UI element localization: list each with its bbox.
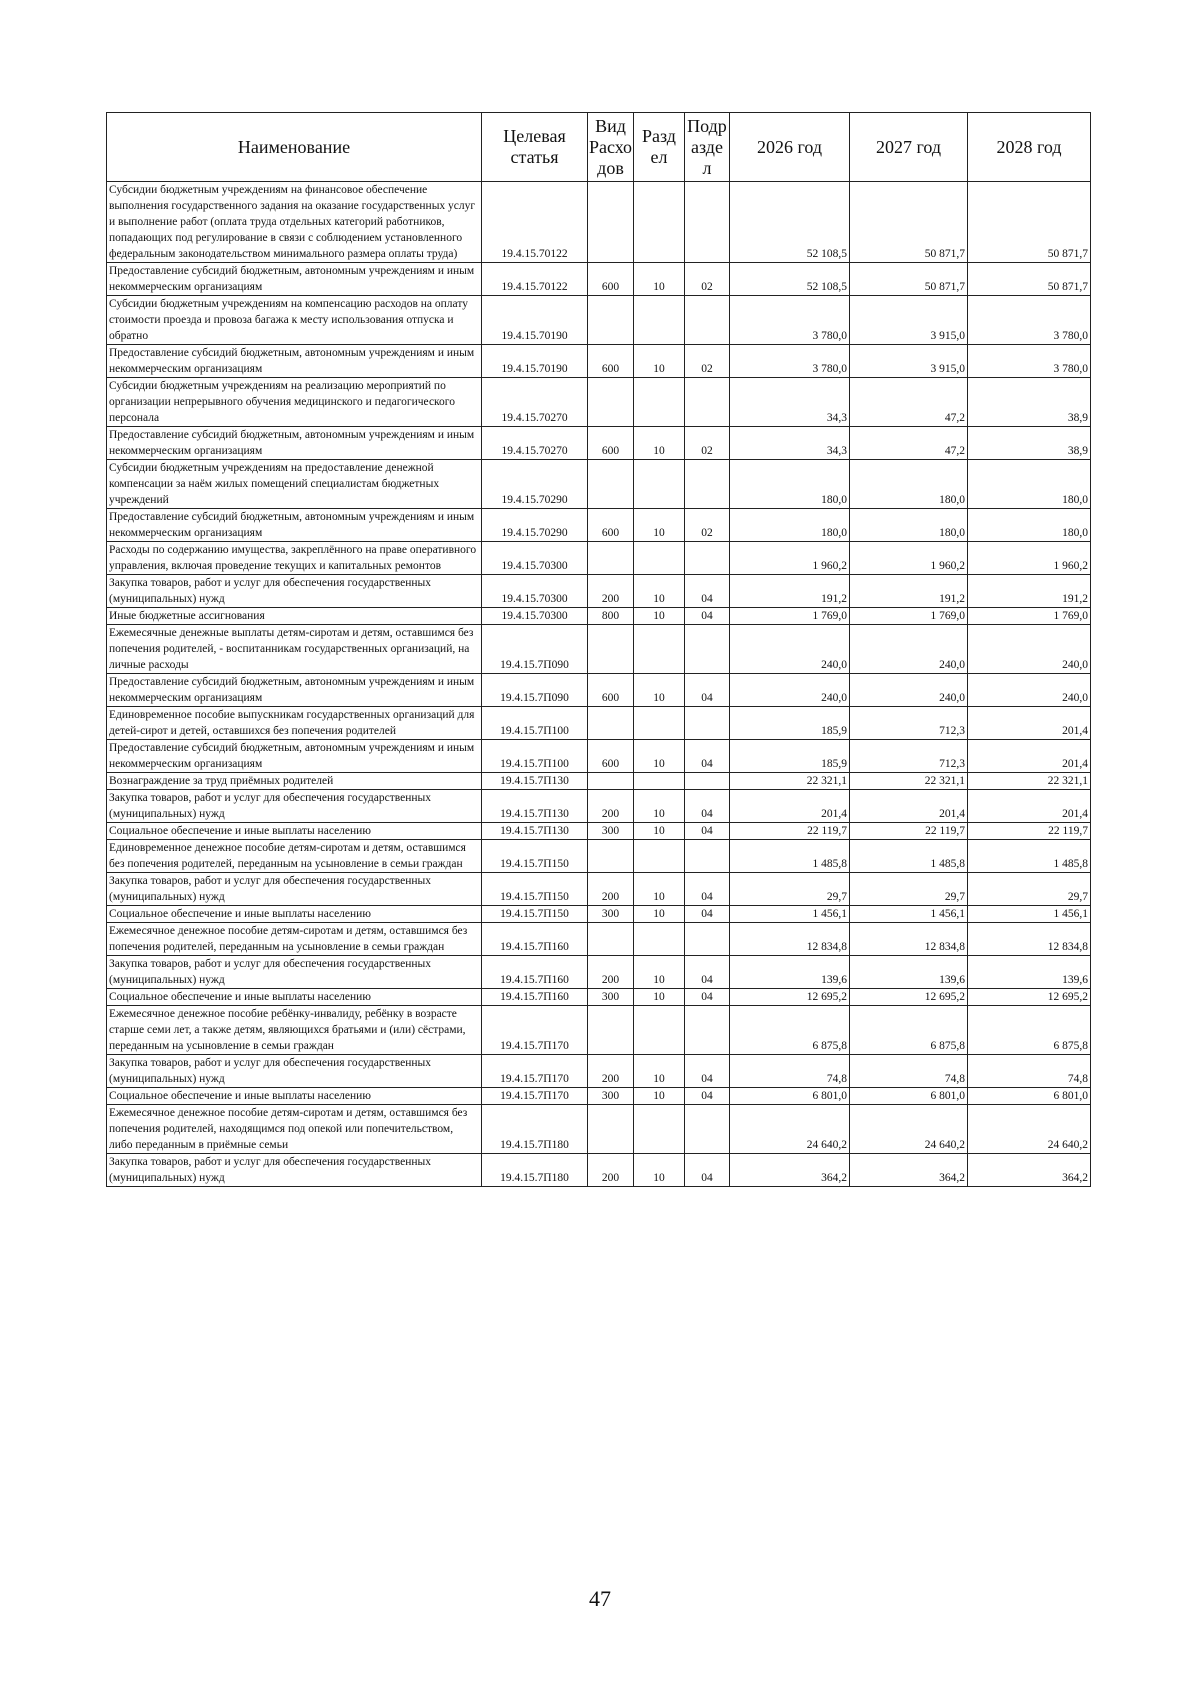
cell-2026: 180,0 bbox=[730, 509, 850, 542]
cell-2028: 1 485,8 bbox=[968, 840, 1091, 873]
cell-target: 19.4.15.7П090 bbox=[482, 625, 588, 674]
cell-subsection bbox=[685, 296, 730, 345]
cell-target: 19.4.15.7П170 bbox=[482, 1006, 588, 1055]
cell-name: Закупка товаров, работ и услуг для обеспечения государственных (муниципальных) нужд bbox=[107, 1055, 482, 1088]
table-row bbox=[107, 625, 1091, 674]
cell-target: 19.4.15.7П090 bbox=[482, 674, 588, 707]
cell-target: 19.4.15.70290 bbox=[482, 460, 588, 509]
table-row bbox=[107, 923, 1091, 956]
cell-2027: 6 801,0 bbox=[850, 1088, 968, 1105]
cell-type: 200 bbox=[588, 873, 634, 906]
cell-subsection: 04 bbox=[685, 1088, 730, 1105]
cell-target: 19.4.15.7П130 bbox=[482, 790, 588, 823]
table-row bbox=[107, 427, 1091, 460]
table-row bbox=[107, 906, 1091, 923]
cell-subsection: 04 bbox=[685, 989, 730, 1006]
cell-section: 10 bbox=[634, 1154, 685, 1187]
page-number: 47 bbox=[589, 1586, 611, 1611]
cell-type: 600 bbox=[588, 345, 634, 378]
table-row bbox=[107, 542, 1091, 575]
cell-subsection bbox=[685, 1105, 730, 1154]
cell-section: 10 bbox=[634, 790, 685, 823]
table-row bbox=[107, 773, 1091, 790]
cell-name: Закупка товаров, работ и услуг для обеспечения государственных (муниципальных) нужд bbox=[107, 575, 482, 608]
table-row bbox=[107, 378, 1091, 427]
budget-table bbox=[106, 112, 1091, 1187]
table-row bbox=[107, 674, 1091, 707]
cell-subsection bbox=[685, 707, 730, 740]
header-name: Наименование bbox=[107, 113, 482, 182]
cell-subsection: 04 bbox=[685, 1154, 730, 1187]
cell-subsection bbox=[685, 542, 730, 575]
header-target: Целевая статья bbox=[482, 113, 588, 182]
cell-subsection: 04 bbox=[685, 608, 730, 625]
cell-section bbox=[634, 182, 685, 263]
cell-type bbox=[588, 625, 634, 674]
cell-2027: 29,7 bbox=[850, 873, 968, 906]
cell-target: 19.4.15.7П160 bbox=[482, 923, 588, 956]
cell-subsection bbox=[685, 1006, 730, 1055]
cell-name: Закупка товаров, работ и услуг для обеспечения государственных (муниципальных) нужд bbox=[107, 790, 482, 823]
cell-2028: 240,0 bbox=[968, 674, 1091, 707]
cell-2026: 22 119,7 bbox=[730, 823, 850, 840]
cell-2027: 3 915,0 bbox=[850, 296, 968, 345]
cell-2028: 22 119,7 bbox=[968, 823, 1091, 840]
cell-name: Единовременное пособие выпускникам государственных организаций для детей-сирот и детей, оставшихся без попечения родителей bbox=[107, 707, 482, 740]
cell-2027: 1 485,8 bbox=[850, 840, 968, 873]
cell-type bbox=[588, 542, 634, 575]
cell-target: 19.4.15.7П180 bbox=[482, 1105, 588, 1154]
cell-target: 19.4.15.70300 bbox=[482, 575, 588, 608]
cell-section bbox=[634, 296, 685, 345]
budget-table-container bbox=[106, 112, 1090, 1187]
cell-2028: 139,6 bbox=[968, 956, 1091, 989]
cell-2026: 12 695,2 bbox=[730, 989, 850, 1006]
cell-2027: 364,2 bbox=[850, 1154, 968, 1187]
cell-2026: 34,3 bbox=[730, 378, 850, 427]
cell-2028: 38,9 bbox=[968, 427, 1091, 460]
cell-type: 600 bbox=[588, 740, 634, 773]
cell-type: 800 bbox=[588, 608, 634, 625]
cell-type: 200 bbox=[588, 1055, 634, 1088]
cell-type: 600 bbox=[588, 674, 634, 707]
cell-name: Закупка товаров, работ и услуг для обеспечения государственных (муниципальных) нужд bbox=[107, 873, 482, 906]
cell-2026: 74,8 bbox=[730, 1055, 850, 1088]
cell-2028: 1 456,1 bbox=[968, 906, 1091, 923]
cell-name: Предоставление субсидий бюджетным, автономным учреждениям и иным некоммерческим организациям bbox=[107, 740, 482, 773]
cell-name: Предоставление субсидий бюджетным, автономным учреждениям и иным некоммерческим организациям bbox=[107, 345, 482, 378]
cell-type: 200 bbox=[588, 790, 634, 823]
table-row bbox=[107, 1105, 1091, 1154]
cell-name: Социальное обеспечение и иные выплаты населению bbox=[107, 906, 482, 923]
cell-2026: 185,9 bbox=[730, 740, 850, 773]
cell-target: 19.4.15.7П130 bbox=[482, 823, 588, 840]
table-row bbox=[107, 509, 1091, 542]
cell-2027: 240,0 bbox=[850, 674, 968, 707]
cell-target: 19.4.15.7П150 bbox=[482, 873, 588, 906]
cell-section: 10 bbox=[634, 873, 685, 906]
cell-2026: 22 321,1 bbox=[730, 773, 850, 790]
cell-name: Закупка товаров, работ и услуг для обеспечения государственных (муниципальных) нужд bbox=[107, 956, 482, 989]
cell-2026: 364,2 bbox=[730, 1154, 850, 1187]
table-row bbox=[107, 1088, 1091, 1105]
cell-2027: 12 695,2 bbox=[850, 989, 968, 1006]
cell-subsection: 04 bbox=[685, 1055, 730, 1088]
cell-2027: 3 915,0 bbox=[850, 345, 968, 378]
cell-subsection: 04 bbox=[685, 790, 730, 823]
table-row bbox=[107, 1154, 1091, 1187]
cell-type bbox=[588, 840, 634, 873]
cell-2028: 240,0 bbox=[968, 625, 1091, 674]
cell-type bbox=[588, 923, 634, 956]
cell-2028: 38,9 bbox=[968, 378, 1091, 427]
cell-target: 19.4.15.70190 bbox=[482, 296, 588, 345]
cell-2028: 364,2 bbox=[968, 1154, 1091, 1187]
cell-target: 19.4.15.70190 bbox=[482, 345, 588, 378]
table-row bbox=[107, 989, 1091, 1006]
cell-section bbox=[634, 625, 685, 674]
cell-target: 19.4.15.7П170 bbox=[482, 1055, 588, 1088]
cell-2028: 50 871,7 bbox=[968, 263, 1091, 296]
cell-2026: 240,0 bbox=[730, 674, 850, 707]
cell-2028: 29,7 bbox=[968, 873, 1091, 906]
cell-section bbox=[634, 378, 685, 427]
cell-section: 10 bbox=[634, 1055, 685, 1088]
cell-2028: 12 834,8 bbox=[968, 923, 1091, 956]
cell-2028: 1 960,2 bbox=[968, 542, 1091, 575]
cell-2027: 201,4 bbox=[850, 790, 968, 823]
cell-2026: 1 456,1 bbox=[730, 906, 850, 923]
cell-2028: 22 321,1 bbox=[968, 773, 1091, 790]
cell-type: 200 bbox=[588, 575, 634, 608]
cell-2026: 201,4 bbox=[730, 790, 850, 823]
header-type: Вид Расхо дов bbox=[588, 113, 634, 182]
cell-type: 600 bbox=[588, 509, 634, 542]
cell-name: Вознаграждение за труд приёмных родителей bbox=[107, 773, 482, 790]
table-body bbox=[107, 182, 1091, 1187]
table-row bbox=[107, 840, 1091, 873]
cell-name: Субсидии бюджетным учреждениям на компенсацию расходов на оплату стоимости проезда и провоза багажа к месту использования отпуска и обратно bbox=[107, 296, 482, 345]
table-row bbox=[107, 707, 1091, 740]
cell-target: 19.4.15.70122 bbox=[482, 182, 588, 263]
cell-2028: 201,4 bbox=[968, 740, 1091, 773]
cell-subsection: 04 bbox=[685, 823, 730, 840]
table-row bbox=[107, 575, 1091, 608]
cell-name: Единовременное денежное пособие детям-сиротам и детям, оставшимся без попечения родителей, переданным на усыновление в семьи граждан bbox=[107, 840, 482, 873]
cell-2027: 1 960,2 bbox=[850, 542, 968, 575]
header-2027: 2027 год bbox=[850, 113, 968, 182]
header-2028: 2028 год bbox=[968, 113, 1091, 182]
cell-2027: 50 871,7 bbox=[850, 263, 968, 296]
cell-2028: 24 640,2 bbox=[968, 1105, 1091, 1154]
cell-section bbox=[634, 1006, 685, 1055]
cell-type bbox=[588, 1105, 634, 1154]
cell-type: 300 bbox=[588, 906, 634, 923]
cell-type: 600 bbox=[588, 427, 634, 460]
cell-2028: 12 695,2 bbox=[968, 989, 1091, 1006]
cell-2026: 1 960,2 bbox=[730, 542, 850, 575]
cell-name: Социальное обеспечение и иные выплаты населению bbox=[107, 989, 482, 1006]
cell-2026: 3 780,0 bbox=[730, 345, 850, 378]
cell-name: Предоставление субсидий бюджетным, автономным учреждениям и иным некоммерческим организациям bbox=[107, 427, 482, 460]
cell-section bbox=[634, 542, 685, 575]
cell-type: 300 bbox=[588, 823, 634, 840]
cell-type bbox=[588, 773, 634, 790]
cell-section: 10 bbox=[634, 509, 685, 542]
cell-name: Предоставление субсидий бюджетным, автономным учреждениям и иным некоммерческим организациям bbox=[107, 263, 482, 296]
cell-2027: 6 875,8 bbox=[850, 1006, 968, 1055]
cell-type: 600 bbox=[588, 263, 634, 296]
cell-2026: 34,3 bbox=[730, 427, 850, 460]
header-2026: 2026 год bbox=[730, 113, 850, 182]
cell-2027: 712,3 bbox=[850, 707, 968, 740]
cell-2026: 52 108,5 bbox=[730, 263, 850, 296]
cell-target: 19.4.15.7П170 bbox=[482, 1088, 588, 1105]
cell-type: 300 bbox=[588, 1088, 634, 1105]
header-row bbox=[107, 113, 1091, 182]
cell-name: Предоставление субсидий бюджетным, автономным учреждениям и иным некоммерческим организациям bbox=[107, 674, 482, 707]
cell-name: Закупка товаров, работ и услуг для обеспечения государственных (муниципальных) нужд bbox=[107, 1154, 482, 1187]
cell-2026: 6 801,0 bbox=[730, 1088, 850, 1105]
cell-section bbox=[634, 840, 685, 873]
cell-section: 10 bbox=[634, 345, 685, 378]
cell-section bbox=[634, 707, 685, 740]
cell-subsection: 02 bbox=[685, 263, 730, 296]
cell-section: 10 bbox=[634, 989, 685, 1006]
table-row bbox=[107, 873, 1091, 906]
cell-subsection: 04 bbox=[685, 740, 730, 773]
cell-target: 19.4.15.70290 bbox=[482, 509, 588, 542]
cell-subsection: 04 bbox=[685, 873, 730, 906]
cell-2028: 191,2 bbox=[968, 575, 1091, 608]
table-row bbox=[107, 1006, 1091, 1055]
cell-section: 10 bbox=[634, 427, 685, 460]
cell-section: 10 bbox=[634, 956, 685, 989]
cell-section: 10 bbox=[634, 263, 685, 296]
cell-subsection: 04 bbox=[685, 906, 730, 923]
cell-2028: 1 769,0 bbox=[968, 608, 1091, 625]
table-header bbox=[107, 113, 1091, 182]
cell-2027: 191,2 bbox=[850, 575, 968, 608]
table-row bbox=[107, 790, 1091, 823]
cell-subsection bbox=[685, 840, 730, 873]
cell-2027: 180,0 bbox=[850, 509, 968, 542]
cell-2027: 139,6 bbox=[850, 956, 968, 989]
cell-section: 10 bbox=[634, 608, 685, 625]
cell-2028: 6 875,8 bbox=[968, 1006, 1091, 1055]
cell-2026: 24 640,2 bbox=[730, 1105, 850, 1154]
cell-target: 19.4.15.7П160 bbox=[482, 989, 588, 1006]
table-row bbox=[107, 345, 1091, 378]
cell-target: 19.4.15.7П180 bbox=[482, 1154, 588, 1187]
cell-name: Ежемесячное денежное пособие ребёнку-инвалиду, ребёнку в возрасте старше семи лет, а также детям, являющихся братьями и (или) сёстрами, переданным на усыновление в семьи граждан bbox=[107, 1006, 482, 1055]
cell-subsection: 04 bbox=[685, 575, 730, 608]
cell-2026: 139,6 bbox=[730, 956, 850, 989]
cell-name: Предоставление субсидий бюджетным, автономным учреждениям и иным некоммерческим организациям bbox=[107, 509, 482, 542]
cell-section bbox=[634, 773, 685, 790]
cell-type bbox=[588, 707, 634, 740]
cell-subsection: 04 bbox=[685, 674, 730, 707]
cell-2027: 47,2 bbox=[850, 427, 968, 460]
cell-subsection bbox=[685, 773, 730, 790]
cell-type: 200 bbox=[588, 1154, 634, 1187]
cell-target: 19.4.15.70270 bbox=[482, 427, 588, 460]
cell-2026: 6 875,8 bbox=[730, 1006, 850, 1055]
cell-2028: 201,4 bbox=[968, 790, 1091, 823]
table-row bbox=[107, 182, 1091, 263]
cell-target: 19.4.15.7П150 bbox=[482, 906, 588, 923]
cell-target: 19.4.15.70300 bbox=[482, 608, 588, 625]
cell-subsection bbox=[685, 182, 730, 263]
cell-type bbox=[588, 1006, 634, 1055]
cell-name: Ежемесячные денежные выплаты детям-сиротам и детям, оставшимся без попечения родителей, - воспитанникам государственных организаций, на личные расходы bbox=[107, 625, 482, 674]
cell-2027: 180,0 bbox=[850, 460, 968, 509]
cell-type bbox=[588, 296, 634, 345]
cell-type bbox=[588, 378, 634, 427]
header-section: Разд ел bbox=[634, 113, 685, 182]
cell-name: Социальное обеспечение и иные выплаты населению bbox=[107, 1088, 482, 1105]
cell-name: Иные бюджетные ассигнования bbox=[107, 608, 482, 625]
cell-2027: 712,3 bbox=[850, 740, 968, 773]
cell-2026: 185,9 bbox=[730, 707, 850, 740]
cell-2028: 201,4 bbox=[968, 707, 1091, 740]
cell-2026: 1 485,8 bbox=[730, 840, 850, 873]
cell-subsection: 02 bbox=[685, 345, 730, 378]
cell-2026: 191,2 bbox=[730, 575, 850, 608]
cell-name: Социальное обеспечение и иные выплаты населению bbox=[107, 823, 482, 840]
cell-subsection bbox=[685, 378, 730, 427]
cell-name: Расходы по содержанию имущества, закреплённого на праве оперативного управления, включая проведение текущих и капитальных ремонтов bbox=[107, 542, 482, 575]
cell-2027: 74,8 bbox=[850, 1055, 968, 1088]
cell-section bbox=[634, 923, 685, 956]
cell-2028: 3 780,0 bbox=[968, 345, 1091, 378]
cell-2026: 240,0 bbox=[730, 625, 850, 674]
table-row bbox=[107, 740, 1091, 773]
cell-subsection: 04 bbox=[685, 956, 730, 989]
cell-subsection: 02 bbox=[685, 427, 730, 460]
cell-subsection bbox=[685, 460, 730, 509]
table-row bbox=[107, 823, 1091, 840]
cell-section: 10 bbox=[634, 823, 685, 840]
cell-section: 10 bbox=[634, 740, 685, 773]
cell-2028: 180,0 bbox=[968, 460, 1091, 509]
header-subsection: Подр азде л bbox=[685, 113, 730, 182]
cell-target: 19.4.15.70122 bbox=[482, 263, 588, 296]
cell-2027: 1 456,1 bbox=[850, 906, 968, 923]
cell-target: 19.4.15.7П160 bbox=[482, 956, 588, 989]
cell-2027: 240,0 bbox=[850, 625, 968, 674]
cell-2028: 3 780,0 bbox=[968, 296, 1091, 345]
cell-section: 10 bbox=[634, 906, 685, 923]
cell-2027: 50 871,7 bbox=[850, 182, 968, 263]
cell-target: 19.4.15.7П100 bbox=[482, 707, 588, 740]
table-row bbox=[107, 263, 1091, 296]
table-row bbox=[107, 608, 1091, 625]
cell-target: 19.4.15.70300 bbox=[482, 542, 588, 575]
cell-section bbox=[634, 1105, 685, 1154]
cell-type: 300 bbox=[588, 989, 634, 1006]
table-row bbox=[107, 296, 1091, 345]
cell-type bbox=[588, 182, 634, 263]
cell-section: 10 bbox=[634, 575, 685, 608]
cell-name: Ежемесячное денежное пособие детям-сиротам и детям, оставшимся без попечения родителей, переданным на усыновление в семьи граждан bbox=[107, 923, 482, 956]
cell-section bbox=[634, 460, 685, 509]
cell-name: Субсидии бюджетным учреждениям на финансовое обеспечение выполнения государственного задания на оказание государственных услуг и выполнение работ (оплата труда отдельных категорий работников, попадающих под регулирование в связи с соблюдением установленного федеральным законодательством минимального размера оплаты труда) bbox=[107, 182, 482, 263]
cell-type bbox=[588, 460, 634, 509]
cell-name: Субсидии бюджетным учреждениям на предоставление денежной компенсации за наём жилых помещений специалистам бюджетных учреждений bbox=[107, 460, 482, 509]
cell-2026: 1 769,0 bbox=[730, 608, 850, 625]
table-row bbox=[107, 956, 1091, 989]
cell-2027: 22 119,7 bbox=[850, 823, 968, 840]
cell-subsection bbox=[685, 625, 730, 674]
cell-name: Субсидии бюджетным учреждениям на реализацию мероприятий по организации непрерывного обучения медицинского и педагогического персонала bbox=[107, 378, 482, 427]
cell-target: 19.4.15.7П150 bbox=[482, 840, 588, 873]
cell-subsection: 02 bbox=[685, 509, 730, 542]
cell-target: 19.4.15.70270 bbox=[482, 378, 588, 427]
cell-2028: 50 871,7 bbox=[968, 182, 1091, 263]
cell-section: 10 bbox=[634, 1088, 685, 1105]
cell-2028: 74,8 bbox=[968, 1055, 1091, 1088]
cell-2027: 12 834,8 bbox=[850, 923, 968, 956]
cell-2026: 29,7 bbox=[730, 873, 850, 906]
cell-2026: 52 108,5 bbox=[730, 182, 850, 263]
cell-section: 10 bbox=[634, 674, 685, 707]
cell-name: Ежемесячное денежное пособие детям-сиротам и детям, оставшимся без попечения родителей, находящимся под опекой или попечительством, либо переданным в приёмные семьи bbox=[107, 1105, 482, 1154]
cell-2028: 6 801,0 bbox=[968, 1088, 1091, 1105]
cell-type: 200 bbox=[588, 956, 634, 989]
cell-2027: 1 769,0 bbox=[850, 608, 968, 625]
cell-target: 19.4.15.7П100 bbox=[482, 740, 588, 773]
cell-2026: 180,0 bbox=[730, 460, 850, 509]
cell-2027: 47,2 bbox=[850, 378, 968, 427]
cell-subsection bbox=[685, 923, 730, 956]
cell-2028: 180,0 bbox=[968, 509, 1091, 542]
cell-target: 19.4.15.7П130 bbox=[482, 773, 588, 790]
cell-2027: 24 640,2 bbox=[850, 1105, 968, 1154]
table-row bbox=[107, 1055, 1091, 1088]
cell-2026: 12 834,8 bbox=[730, 923, 850, 956]
table-row bbox=[107, 460, 1091, 509]
cell-2027: 22 321,1 bbox=[850, 773, 968, 790]
cell-2026: 3 780,0 bbox=[730, 296, 850, 345]
